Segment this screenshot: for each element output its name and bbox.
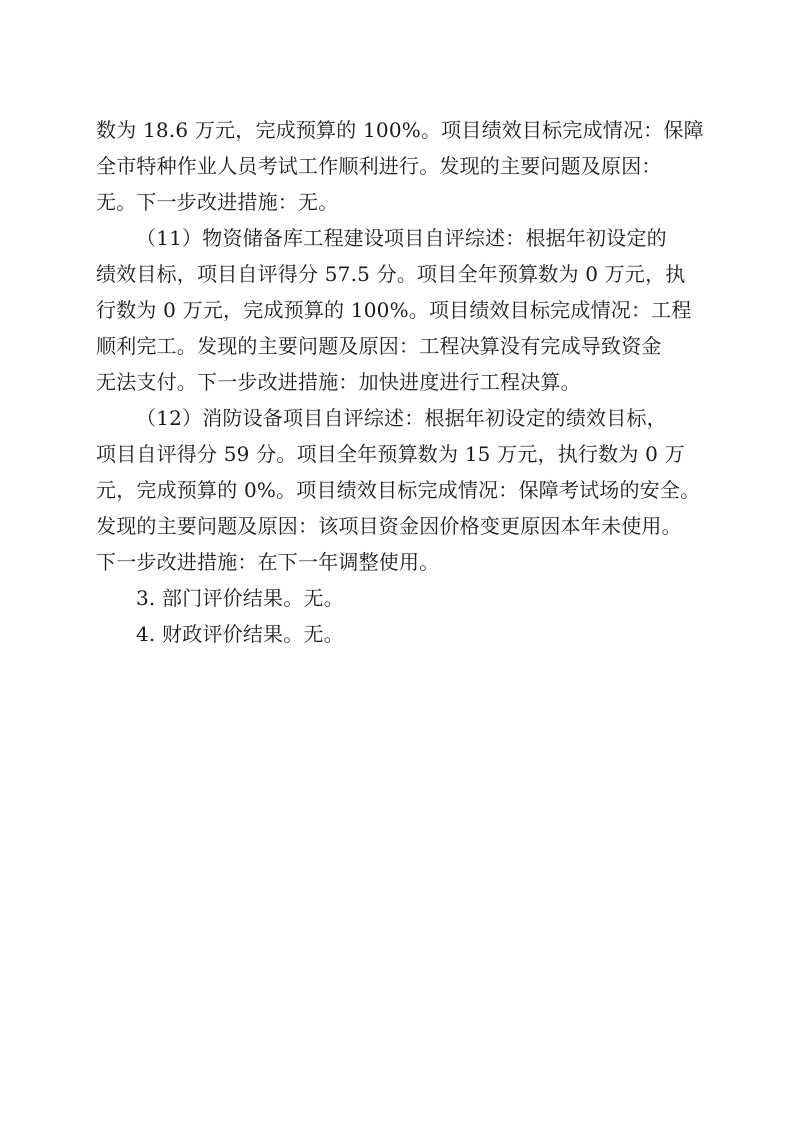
text-line: 项目自评得分 59 分。项目全年预算数为 15 万元，执行数为 0 万 <box>96 442 685 466</box>
text-line: 4. 财政评价结果。无。 <box>136 622 344 646</box>
text-line: 无法支付。下一步改进措施：加快进度进行工程决算。 <box>96 370 581 394</box>
text-line: 顺利完工。发现的主要问题及原因：工程决算没有完成导致资金 <box>96 334 662 358</box>
body-text <box>96 112 704 652</box>
text-line: 3. 部门评价结果。无。 <box>136 586 344 610</box>
text-line: （11）物资储备库工程建设项目自评综述：根据年初设定的 <box>136 226 667 250</box>
text-line: 行数为 0 万元，完成预算的 100%。项目绩效目标完成情况：工程 <box>96 298 692 322</box>
text-line: 无。下一步改进措施：无。 <box>96 190 339 214</box>
text-line: 绩效目标，项目自评得分 57.5 分。项目全年预算数为 0 万元，执 <box>96 262 686 286</box>
text-line: 全市特种作业人员考试工作顺利进行。发现的主要问题及原因： <box>96 154 662 178</box>
text-line: 数为 18.6 万元，完成预算的 100%。项目绩效目标完成情况：保障 <box>96 118 704 142</box>
text-line: （12）消防设备项目自评综述：根据年初设定的绩效目标， <box>136 406 667 430</box>
text-line: 元，完成预算的 0%。项目绩效目标完成情况：保障考试场的安全。 <box>96 478 701 502</box>
text-line: 发现的主要问题及原因：该项目资金因价格变更原因本年未使用。 <box>96 514 682 538</box>
text-line: 下一步改进措施：在下一年调整使用。 <box>96 550 440 574</box>
